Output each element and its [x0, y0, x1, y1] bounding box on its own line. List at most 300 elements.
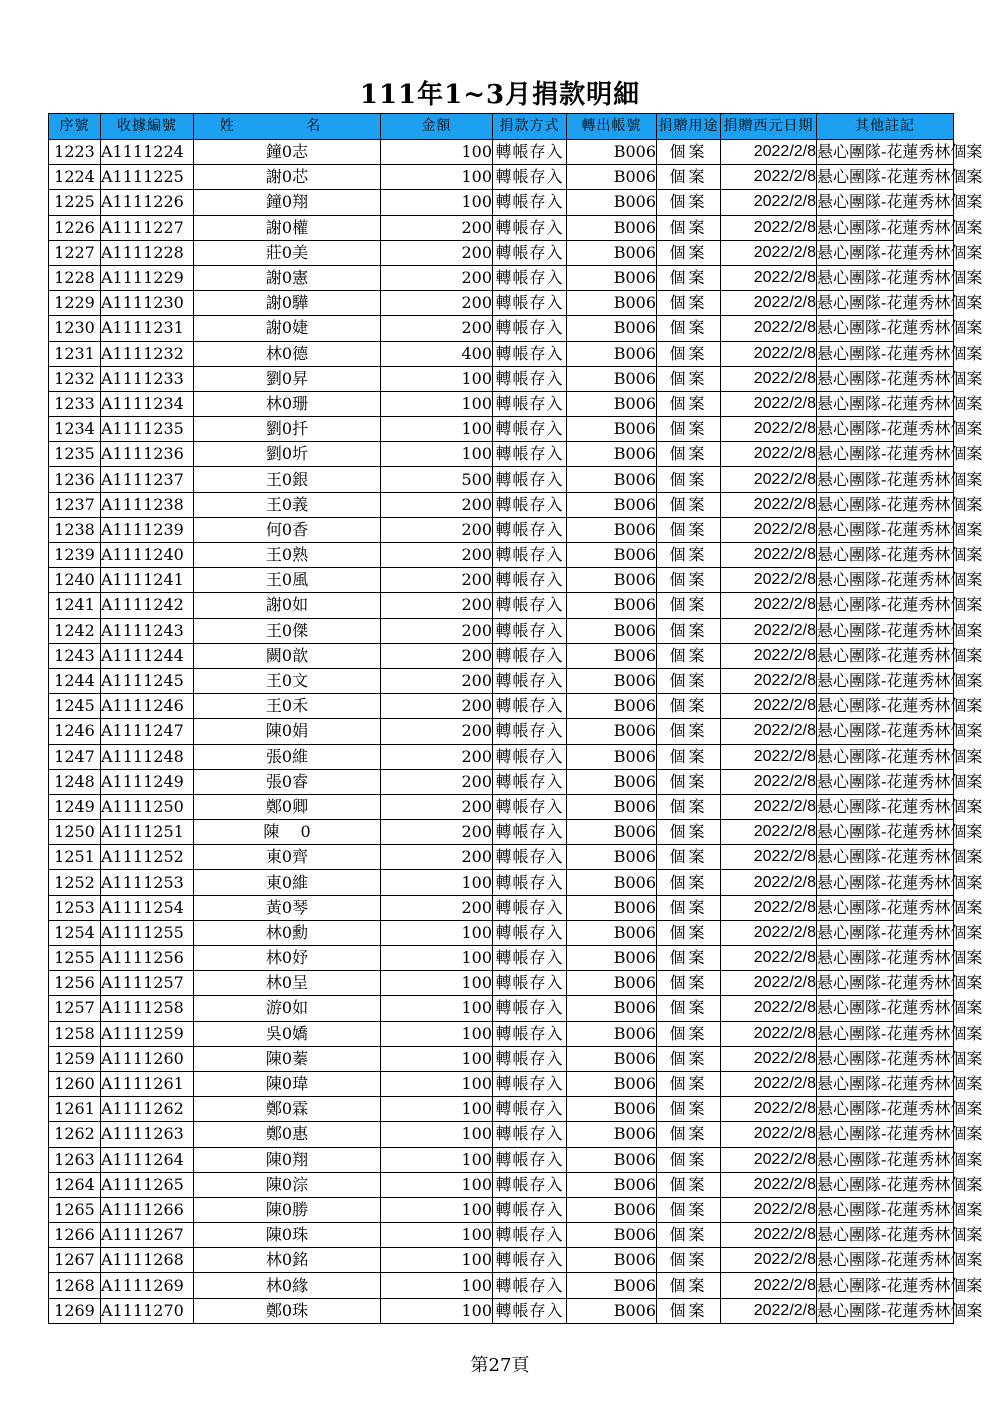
page-number: 第27頁	[470, 1355, 530, 1376]
table-row	[49, 820, 954, 845]
cell-purpose: 個案	[657, 366, 721, 391]
cell-purpose: 個案	[657, 1223, 721, 1248]
cell-amount: 100	[381, 1223, 493, 1248]
cell-name: 王0文	[194, 668, 381, 693]
cell-date: 2022/2/8	[721, 543, 817, 568]
cell-name: 林0妤	[194, 946, 381, 971]
table-row	[49, 316, 954, 341]
table-body	[49, 140, 983, 1324]
cell-name: 陳0翔	[194, 1147, 381, 1172]
cell-note: 悬心團隊-花蓮秀林個案	[817, 719, 954, 744]
table-row	[49, 1021, 954, 1046]
cell-amount: 200	[381, 568, 493, 593]
cell-date: 2022/2/8	[721, 1046, 817, 1071]
cell-date: 2022/2/8	[721, 895, 817, 920]
cell-method: 轉帳存入	[493, 1223, 567, 1248]
cell-name: 陳0淙	[194, 1172, 381, 1197]
cell-amount: 200	[381, 265, 493, 290]
cell-method: 轉帳存入	[493, 467, 567, 492]
cell-amount: 200	[381, 492, 493, 517]
cell-note: 悬心團隊-花蓮秀林個案	[817, 744, 954, 769]
cell-method: 轉帳存入	[493, 593, 567, 618]
cell-receipt-no: A1111250	[101, 794, 194, 819]
cell-amount: 100	[381, 1046, 493, 1071]
cell-receipt-no: A1111261	[101, 1071, 194, 1096]
cell-method: 轉帳存入	[493, 643, 567, 668]
cell-amount: 200	[381, 291, 493, 316]
cell-seq: 1262	[49, 1122, 101, 1147]
cell-note: 悬心團隊-花蓮秀林個案	[817, 769, 954, 794]
cell-account: B006	[567, 845, 657, 870]
cell-date: 2022/2/8	[721, 668, 817, 693]
cell-seq: 1253	[49, 895, 101, 920]
cell-seq: 1240	[49, 568, 101, 593]
table-row	[49, 291, 954, 316]
cell-seq: 1235	[49, 442, 101, 467]
cell-note: 悬心團隊-花蓮秀林個案	[817, 1172, 954, 1197]
cell-seq: 1249	[49, 794, 101, 819]
cell-method: 轉帳存入	[493, 140, 567, 165]
cell-account: B006	[567, 265, 657, 290]
cell-date: 2022/2/8	[721, 1147, 817, 1172]
cell-receipt-no: A1111255	[101, 920, 194, 945]
cell-method: 轉帳存入	[493, 316, 567, 341]
cell-method: 轉帳存入	[493, 341, 567, 366]
cell-date: 2022/2/8	[721, 341, 817, 366]
cell-purpose: 個案	[657, 1298, 721, 1323]
cell-amount: 100	[381, 417, 493, 442]
cell-purpose: 個案	[657, 391, 721, 416]
table-row	[49, 719, 954, 744]
cell-note: 悬心團隊-花蓮秀林個案	[817, 467, 954, 492]
cell-date: 2022/2/8	[721, 769, 817, 794]
cell-purpose: 個案	[657, 769, 721, 794]
header-account: 轉出帳號	[567, 114, 657, 140]
table-row	[49, 920, 954, 945]
cell-amount: 100	[381, 165, 493, 190]
cell-method: 轉帳存入	[493, 971, 567, 996]
table-row	[49, 769, 954, 794]
cell-date: 2022/2/8	[721, 1298, 817, 1323]
cell-receipt-no: A1111256	[101, 946, 194, 971]
cell-amount: 200	[381, 593, 493, 618]
cell-purpose: 個案	[657, 1147, 721, 1172]
cell-note: 悬心團隊-花蓮秀林個案	[817, 694, 954, 719]
cell-note: 悬心團隊-花蓮秀林個案	[817, 1248, 954, 1273]
cell-date: 2022/2/8	[721, 1071, 817, 1096]
cell-seq: 1265	[49, 1197, 101, 1222]
table-row	[49, 341, 954, 366]
cell-note: 悬心團隊-花蓮秀林個案	[817, 820, 954, 845]
cell-account: B006	[567, 190, 657, 215]
cell-amount: 100	[381, 140, 493, 165]
cell-note: 悬心團隊-花蓮秀林個案	[817, 190, 954, 215]
cell-purpose: 個案	[657, 316, 721, 341]
cell-seq: 1236	[49, 467, 101, 492]
cell-purpose: 個案	[657, 240, 721, 265]
cell-receipt-no: A1111224	[101, 140, 194, 165]
cell-purpose: 個案	[657, 719, 721, 744]
cell-account: B006	[567, 895, 657, 920]
cell-amount: 200	[381, 744, 493, 769]
cell-seq: 1226	[49, 215, 101, 240]
cell-account: B006	[567, 1273, 657, 1298]
cell-method: 轉帳存入	[493, 668, 567, 693]
cell-account: B006	[567, 240, 657, 265]
cell-seq: 1238	[49, 517, 101, 542]
cell-purpose: 個案	[657, 920, 721, 945]
cell-account: B006	[567, 1248, 657, 1273]
cell-amount: 100	[381, 1021, 493, 1046]
cell-date: 2022/2/8	[721, 165, 817, 190]
cell-date: 2022/2/8	[721, 719, 817, 744]
table-row	[49, 366, 954, 391]
table-row	[49, 391, 954, 416]
cell-account: B006	[567, 870, 657, 895]
cell-name: 鄭0珠	[194, 1298, 381, 1323]
cell-account: B006	[567, 719, 657, 744]
cell-date: 2022/2/8	[721, 694, 817, 719]
cell-seq: 1263	[49, 1147, 101, 1172]
cell-date: 2022/2/8	[721, 744, 817, 769]
cell-name: 謝0驊	[194, 291, 381, 316]
cell-note: 悬心團隊-花蓮秀林個案	[817, 517, 954, 542]
cell-note: 悬心團隊-花蓮秀林個案	[817, 1021, 954, 1046]
cell-note: 悬心團隊-花蓮秀林個案	[817, 1046, 954, 1071]
cell-method: 轉帳存入	[493, 543, 567, 568]
cell-receipt-no: A1111244	[101, 643, 194, 668]
table-row	[49, 1248, 954, 1273]
cell-account: B006	[567, 1223, 657, 1248]
cell-receipt-no: A1111267	[101, 1223, 194, 1248]
cell-date: 2022/2/8	[721, 996, 817, 1021]
cell-date: 2022/2/8	[721, 190, 817, 215]
header-receipt-no: 收據編號	[101, 114, 194, 140]
cell-purpose: 個案	[657, 744, 721, 769]
cell-method: 轉帳存入	[493, 517, 567, 542]
cell-note: 悬心團隊-花蓮秀林個案	[817, 316, 954, 341]
cell-receipt-no: A1111231	[101, 316, 194, 341]
cell-seq: 1266	[49, 1223, 101, 1248]
cell-name: 陳0娟	[194, 719, 381, 744]
cell-method: 轉帳存入	[493, 1046, 567, 1071]
cell-account: B006	[567, 442, 657, 467]
cell-account: B006	[567, 694, 657, 719]
cell-name: 東0齊	[194, 845, 381, 870]
cell-method: 轉帳存入	[493, 870, 567, 895]
cell-purpose: 個案	[657, 668, 721, 693]
cell-method: 轉帳存入	[493, 291, 567, 316]
cell-date: 2022/2/8	[721, 1197, 817, 1222]
cell-date: 2022/2/8	[721, 1122, 817, 1147]
cell-name: 吳0嬌	[194, 1021, 381, 1046]
cell-seq: 1247	[49, 744, 101, 769]
cell-account: B006	[567, 668, 657, 693]
cell-method: 轉帳存入	[493, 820, 567, 845]
cell-note: 悬心團隊-花蓮秀林個案	[817, 643, 954, 668]
cell-name: 王0銀	[194, 467, 381, 492]
cell-seq: 1244	[49, 668, 101, 693]
cell-name: 鄭0卿	[194, 794, 381, 819]
table-row	[49, 442, 954, 467]
cell-name: 林0緣	[194, 1273, 381, 1298]
cell-note: 悬心團隊-花蓮秀林個案	[817, 845, 954, 870]
cell-amount: 200	[381, 316, 493, 341]
header-note: 其他註記	[817, 114, 954, 140]
cell-note: 悬心團隊-花蓮秀林個案	[817, 946, 954, 971]
cell-note: 悬心團隊-花蓮秀林個案	[817, 593, 954, 618]
cell-amount: 200	[381, 895, 493, 920]
cell-purpose: 個案	[657, 971, 721, 996]
cell-amount: 200	[381, 694, 493, 719]
cell-name: 東0維	[194, 870, 381, 895]
cell-name: 王0義	[194, 492, 381, 517]
cell-purpose: 個案	[657, 1122, 721, 1147]
cell-purpose: 個案	[657, 291, 721, 316]
cell-date: 2022/2/8	[721, 1172, 817, 1197]
cell-amount: 100	[381, 920, 493, 945]
cell-receipt-no: A1111253	[101, 870, 194, 895]
cell-date: 2022/2/8	[721, 1223, 817, 1248]
cell-date: 2022/2/8	[721, 215, 817, 240]
cell-purpose: 個案	[657, 215, 721, 240]
cell-seq: 1246	[49, 719, 101, 744]
cell-purpose: 個案	[657, 1021, 721, 1046]
cell-seq: 1245	[49, 694, 101, 719]
table-row	[49, 996, 954, 1021]
cell-note: 悬心團隊-花蓮秀林個案	[817, 291, 954, 316]
cell-purpose: 個案	[657, 895, 721, 920]
donation-table	[48, 113, 983, 1324]
table-row	[49, 265, 954, 290]
cell-amount: 100	[381, 1197, 493, 1222]
cell-seq: 1252	[49, 870, 101, 895]
table-row	[49, 668, 954, 693]
cell-seq: 1256	[49, 971, 101, 996]
cell-method: 轉帳存入	[493, 618, 567, 643]
cell-seq: 1258	[49, 1021, 101, 1046]
table-row	[49, 643, 954, 668]
cell-name: 林0呈	[194, 971, 381, 996]
table-row	[49, 946, 954, 971]
table-row	[49, 1223, 954, 1248]
cell-date: 2022/2/8	[721, 291, 817, 316]
cell-name: 莊0美	[194, 240, 381, 265]
cell-method: 轉帳存入	[493, 190, 567, 215]
cell-purpose: 個案	[657, 140, 721, 165]
cell-account: B006	[567, 769, 657, 794]
cell-name: 陳0勝	[194, 1197, 381, 1222]
table-row	[49, 165, 954, 190]
cell-seq: 1257	[49, 996, 101, 1021]
cell-amount: 200	[381, 845, 493, 870]
cell-date: 2022/2/8	[721, 391, 817, 416]
header-method: 捐款方式	[493, 114, 567, 140]
cell-method: 轉帳存入	[493, 1097, 567, 1122]
cell-date: 2022/2/8	[721, 316, 817, 341]
cell-name: 鐘0翔	[194, 190, 381, 215]
cell-date: 2022/2/8	[721, 265, 817, 290]
cell-account: B006	[567, 820, 657, 845]
cell-date: 2022/2/8	[721, 442, 817, 467]
cell-amount: 100	[381, 1071, 493, 1096]
cell-receipt-no: A1111260	[101, 1046, 194, 1071]
cell-receipt-no: A1111226	[101, 190, 194, 215]
header-name: 姓 名	[194, 114, 381, 140]
cell-receipt-no: A1111243	[101, 618, 194, 643]
cell-method: 轉帳存入	[493, 391, 567, 416]
cell-account: B006	[567, 618, 657, 643]
cell-seq: 1267	[49, 1248, 101, 1273]
cell-receipt-no: A1111251	[101, 820, 194, 845]
cell-method: 轉帳存入	[493, 920, 567, 945]
cell-name: 陳 0	[194, 820, 381, 845]
table-row	[49, 1071, 954, 1096]
cell-name: 謝0如	[194, 593, 381, 618]
cell-method: 轉帳存入	[493, 769, 567, 794]
cell-name: 王0熟	[194, 543, 381, 568]
cell-account: B006	[567, 215, 657, 240]
cell-name: 謝0憲	[194, 265, 381, 290]
cell-receipt-no: A1111254	[101, 895, 194, 920]
cell-name: 陳0蓁	[194, 1046, 381, 1071]
cell-method: 轉帳存入	[493, 568, 567, 593]
cell-purpose: 個案	[657, 946, 721, 971]
cell-note: 悬心團隊-花蓮秀林個案	[817, 165, 954, 190]
cell-account: B006	[567, 794, 657, 819]
table-row	[49, 870, 954, 895]
cell-date: 2022/2/8	[721, 517, 817, 542]
cell-amount: 100	[381, 1248, 493, 1273]
table-row	[49, 517, 954, 542]
table-header-row	[49, 114, 954, 140]
cell-date: 2022/2/8	[721, 1248, 817, 1273]
cell-amount: 100	[381, 190, 493, 215]
table-row	[49, 618, 954, 643]
cell-receipt-no: A1111241	[101, 568, 194, 593]
cell-name: 林0銘	[194, 1248, 381, 1273]
table-row	[49, 1097, 954, 1122]
cell-method: 轉帳存入	[493, 794, 567, 819]
header-amount: 金額	[381, 114, 493, 140]
cell-amount: 200	[381, 820, 493, 845]
cell-account: B006	[567, 316, 657, 341]
table-row	[49, 1273, 954, 1298]
cell-purpose: 個案	[657, 1197, 721, 1222]
cell-name: 謝0芯	[194, 165, 381, 190]
cell-note: 悬心團隊-花蓮秀林個案	[817, 895, 954, 920]
cell-account: B006	[567, 1097, 657, 1122]
cell-name: 鄭0惠	[194, 1122, 381, 1147]
cell-account: B006	[567, 971, 657, 996]
cell-seq: 1242	[49, 618, 101, 643]
cell-note: 悬心團隊-花蓮秀林個案	[817, 442, 954, 467]
cell-method: 轉帳存入	[493, 744, 567, 769]
cell-receipt-no: A1111246	[101, 694, 194, 719]
cell-seq: 1255	[49, 946, 101, 971]
cell-date: 2022/2/8	[721, 845, 817, 870]
cell-name: 陳0珠	[194, 1223, 381, 1248]
cell-name: 陳0瑋	[194, 1071, 381, 1096]
cell-account: B006	[567, 140, 657, 165]
cell-seq: 1268	[49, 1273, 101, 1298]
cell-note: 悬心團隊-花蓮秀林個案	[817, 668, 954, 693]
cell-seq: 1229	[49, 291, 101, 316]
cell-seq: 1254	[49, 920, 101, 945]
cell-receipt-no: A1111249	[101, 769, 194, 794]
cell-account: B006	[567, 1071, 657, 1096]
cell-purpose: 個案	[657, 643, 721, 668]
cell-note: 悬心團隊-花蓮秀林個案	[817, 1223, 954, 1248]
cell-seq: 1251	[49, 845, 101, 870]
cell-seq: 1231	[49, 341, 101, 366]
cell-purpose: 個案	[657, 265, 721, 290]
cell-receipt-no: A1111227	[101, 215, 194, 240]
cell-method: 轉帳存入	[493, 1248, 567, 1273]
cell-name: 鐘0志	[194, 140, 381, 165]
cell-purpose: 個案	[657, 1248, 721, 1273]
cell-seq: 1264	[49, 1172, 101, 1197]
cell-seq: 1233	[49, 391, 101, 416]
cell-receipt-no: A1111236	[101, 442, 194, 467]
cell-method: 轉帳存入	[493, 240, 567, 265]
cell-method: 轉帳存入	[493, 1122, 567, 1147]
cell-amount: 200	[381, 240, 493, 265]
cell-account: B006	[567, 341, 657, 366]
cell-note: 悬心團隊-花蓮秀林個案	[817, 1097, 954, 1122]
cell-receipt-no: A1111245	[101, 668, 194, 693]
cell-date: 2022/2/8	[721, 366, 817, 391]
cell-purpose: 個案	[657, 618, 721, 643]
table-row	[49, 971, 954, 996]
cell-seq: 1234	[49, 417, 101, 442]
cell-method: 轉帳存入	[493, 1298, 567, 1323]
table-row	[49, 492, 954, 517]
cell-purpose: 個案	[657, 517, 721, 542]
cell-seq: 1239	[49, 543, 101, 568]
table-row	[49, 1122, 954, 1147]
cell-purpose: 個案	[657, 568, 721, 593]
cell-name: 林0珊	[194, 391, 381, 416]
cell-date: 2022/2/8	[721, 140, 817, 165]
table-row	[49, 794, 954, 819]
cell-receipt-no: A1111247	[101, 719, 194, 744]
cell-note: 悬心團隊-花蓮秀林個案	[817, 870, 954, 895]
cell-name: 游0如	[194, 996, 381, 1021]
cell-receipt-no: A1111263	[101, 1122, 194, 1147]
cell-note: 悬心團隊-花蓮秀林個案	[817, 1273, 954, 1298]
cell-name: 謝0權	[194, 215, 381, 240]
cell-note: 悬心團隊-花蓮秀林個案	[817, 391, 954, 416]
cell-note: 悬心團隊-花蓮秀林個案	[817, 1197, 954, 1222]
cell-account: B006	[567, 1147, 657, 1172]
cell-seq: 1260	[49, 1071, 101, 1096]
cell-date: 2022/2/8	[721, 794, 817, 819]
table-row	[49, 1298, 954, 1323]
cell-receipt-no: A1111232	[101, 341, 194, 366]
cell-date: 2022/2/8	[721, 467, 817, 492]
cell-purpose: 個案	[657, 1273, 721, 1298]
cell-purpose: 個案	[657, 1097, 721, 1122]
cell-receipt-no: A1111266	[101, 1197, 194, 1222]
cell-account: B006	[567, 568, 657, 593]
table-row	[49, 593, 954, 618]
cell-date: 2022/2/8	[721, 971, 817, 996]
cell-seq: 1261	[49, 1097, 101, 1122]
cell-receipt-no: A1111228	[101, 240, 194, 265]
cell-note: 悬心團隊-花蓮秀林個案	[817, 140, 954, 165]
cell-account: B006	[567, 920, 657, 945]
